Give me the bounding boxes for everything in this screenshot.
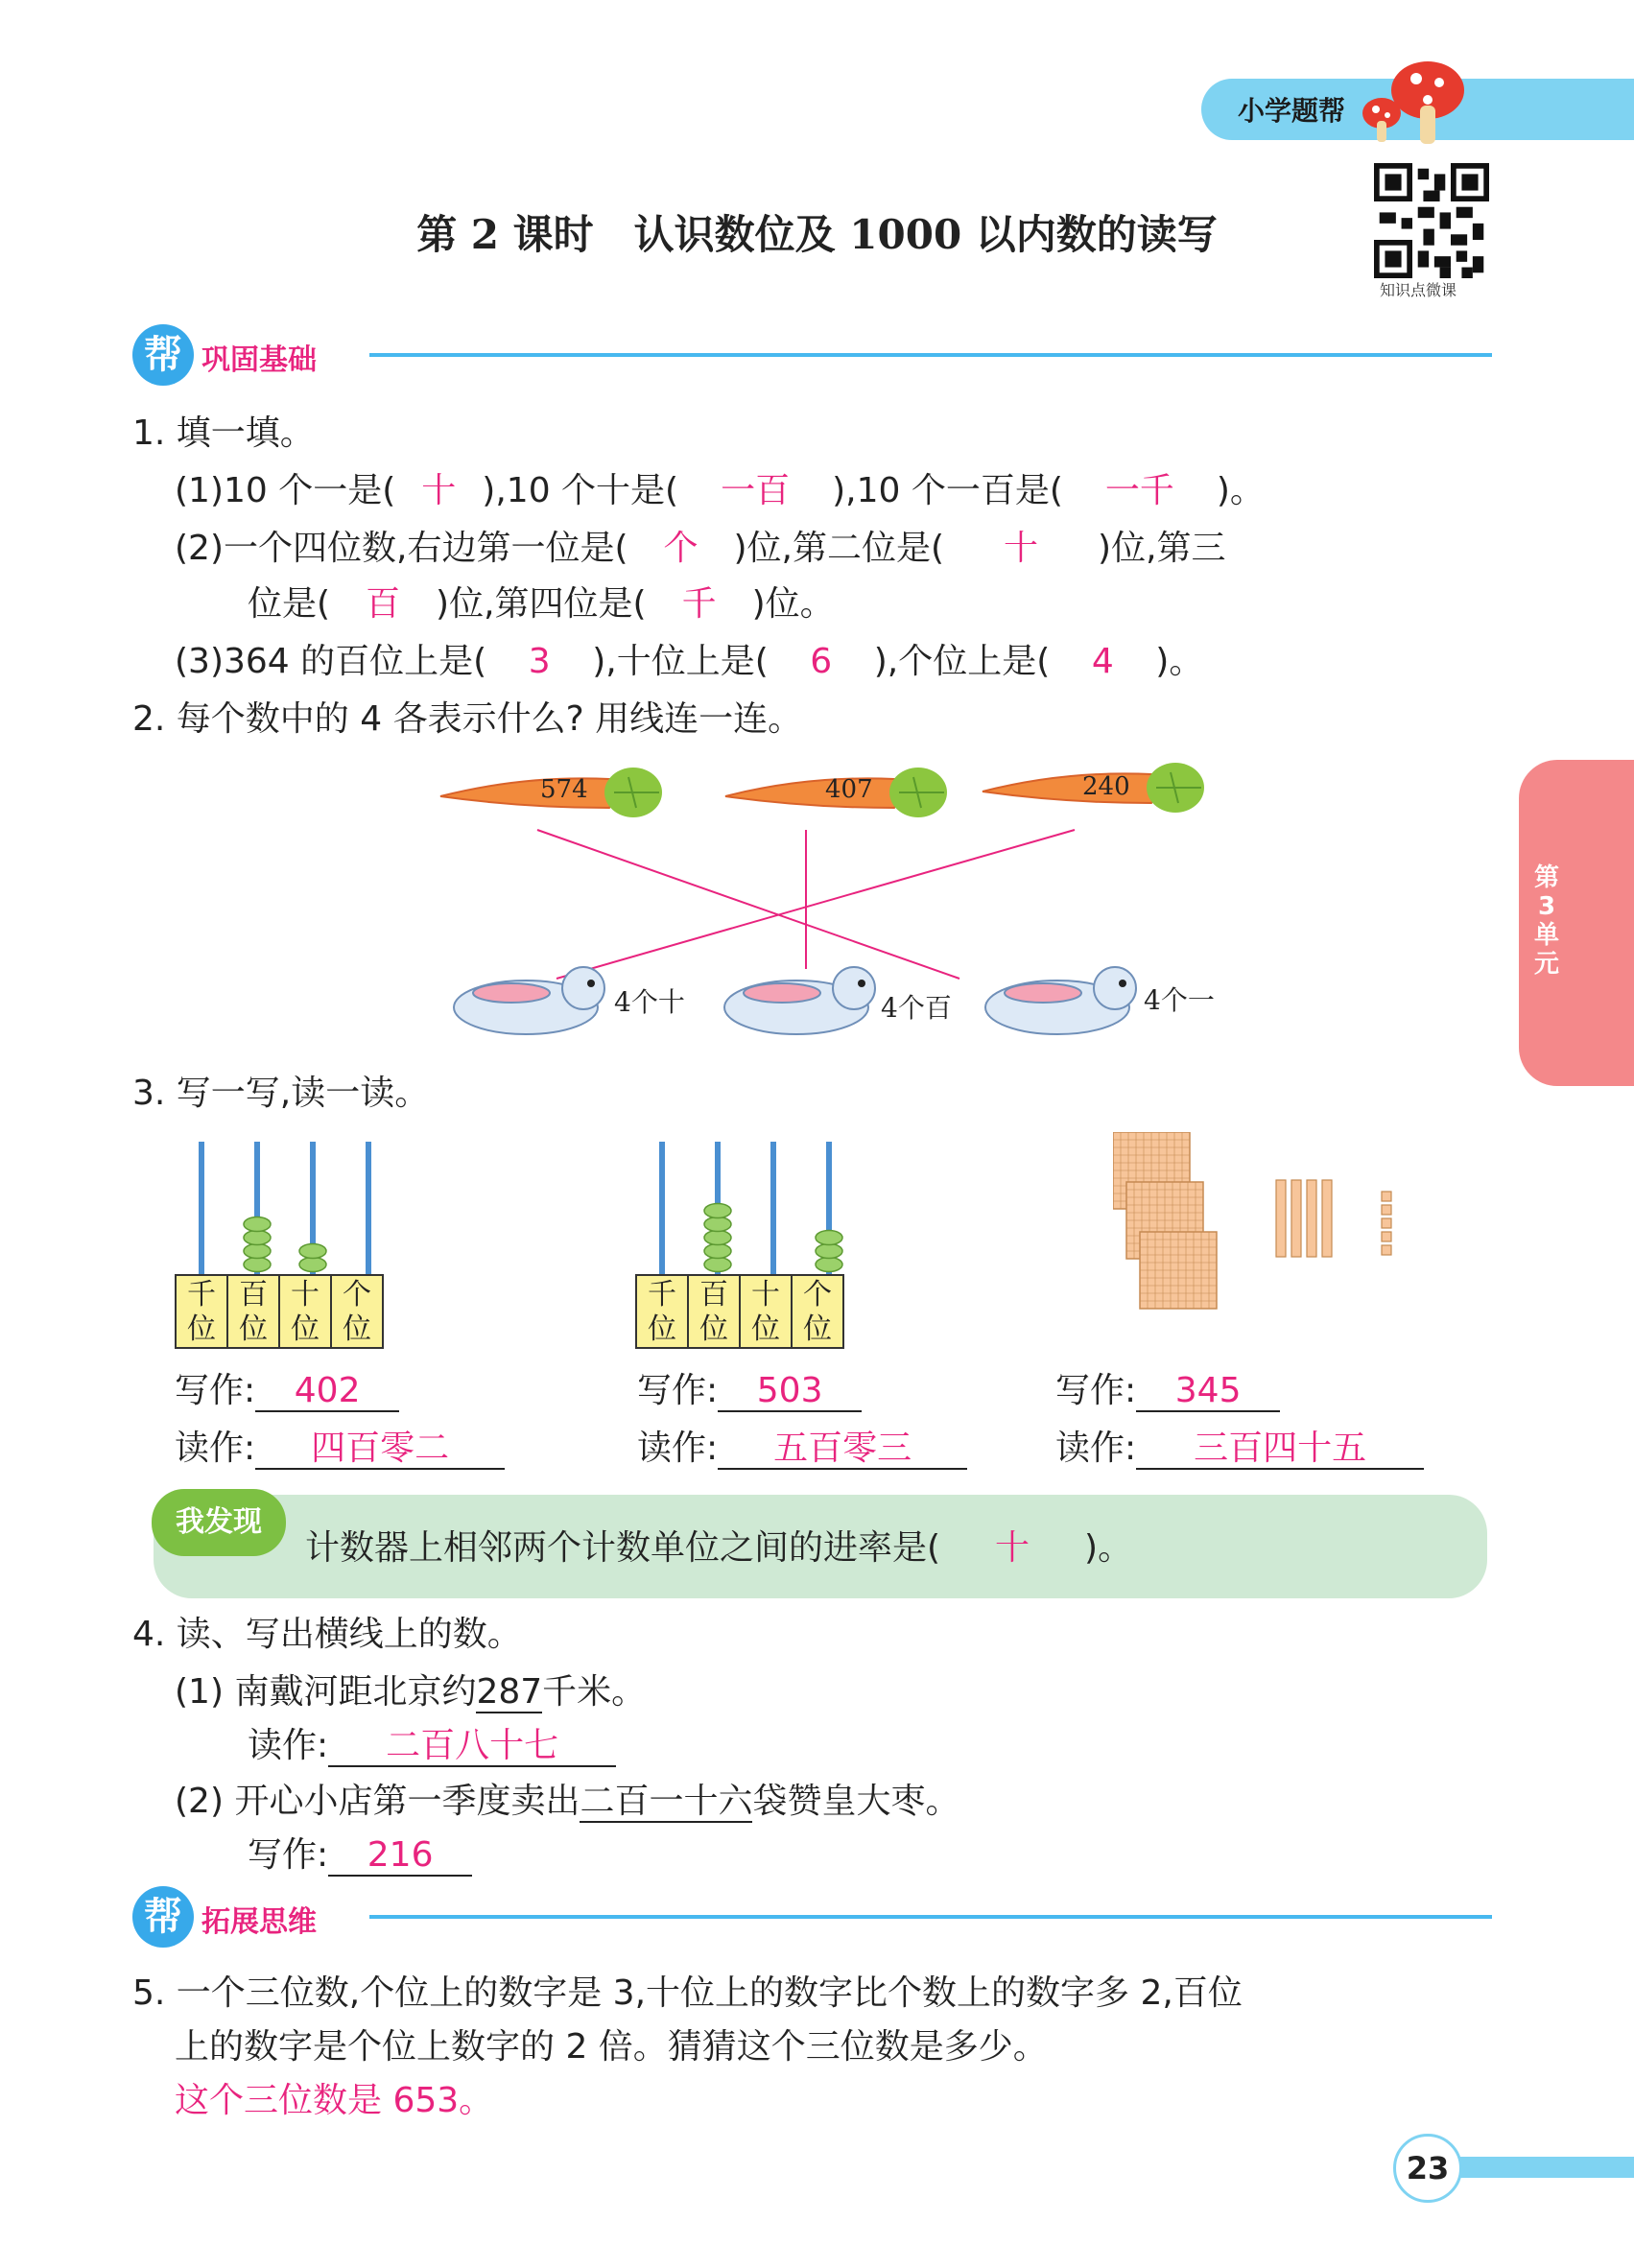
abacus-bead bbox=[244, 1244, 271, 1259]
abacus-bead bbox=[704, 1244, 731, 1259]
abacus-bead bbox=[299, 1258, 326, 1272]
q1-answer-6: 百 bbox=[366, 584, 401, 624]
q1-answer-3: 一千 bbox=[1104, 471, 1174, 510]
place-hundreds: 百 位 bbox=[687, 1274, 741, 1349]
place-ones: 个 位 bbox=[330, 1274, 384, 1349]
one-cube bbox=[1382, 1192, 1391, 1201]
abacus-rod bbox=[366, 1142, 371, 1276]
abacus-bead bbox=[704, 1231, 731, 1245]
section-title-basic: 巩固基础 bbox=[201, 343, 317, 377]
q1-answer-2: 一百 bbox=[721, 471, 791, 510]
place-hundreds: 百 位 bbox=[226, 1274, 280, 1349]
brand-name: 小学题帮 bbox=[1238, 95, 1346, 127]
rabbit-label: 4个百 bbox=[881, 992, 952, 1024]
q1-part2-cont: 位是( 百 )位,第四位是( 千 )位。 bbox=[248, 584, 835, 624]
abacus-bead bbox=[244, 1217, 271, 1232]
abacus-bead bbox=[816, 1231, 842, 1245]
q3-write-1: 写作: 402 bbox=[175, 1372, 399, 1412]
carrot-number: 407 bbox=[825, 775, 873, 804]
place-thousands: 千 位 bbox=[175, 1274, 228, 1349]
abacus-bead bbox=[816, 1258, 842, 1272]
q3-title: 3. 写一写,读一读。 bbox=[132, 1074, 430, 1113]
discovery-badge: 我发现 bbox=[152, 1489, 286, 1556]
q3-read-2: 读作: 五百零三 bbox=[637, 1429, 967, 1470]
section-title-extend: 拓展思维 bbox=[201, 1905, 317, 1939]
abacus-rods bbox=[173, 1142, 403, 1276]
carrot-number: 574 bbox=[540, 775, 588, 804]
abacus-rod bbox=[659, 1142, 665, 1276]
carrot-574[interactable] bbox=[437, 758, 667, 825]
abacus-bead bbox=[704, 1258, 731, 1272]
ten-rod bbox=[1276, 1180, 1286, 1257]
q5-answer: 这个三位数是 653。 bbox=[175, 2081, 494, 2120]
rabbit-label: 4个十 bbox=[614, 986, 685, 1018]
q4-part1: (1) 南戴河距北京约287千米。 bbox=[175, 1672, 647, 1712]
unit-tab-label: 第3单元 bbox=[1533, 863, 1559, 979]
q1-answer-5: 十 bbox=[1004, 529, 1039, 568]
place-thousands: 千 位 bbox=[635, 1274, 689, 1349]
one-cube bbox=[1382, 1245, 1391, 1255]
section-badge: 帮 bbox=[132, 1886, 194, 1948]
q4-part2: (2) 开心小店第一季度卖出二百一十六袋赞皇大枣。 bbox=[175, 1782, 960, 1821]
q3-write-answer-1: 402 bbox=[255, 1372, 399, 1412]
q4-read-answer: 二百八十七 bbox=[328, 1727, 616, 1767]
q1-part3: (3)364 的百位上是( 3 ),十位上是( 6 ),个位上是( 4 )。 bbox=[175, 642, 1204, 681]
one-cube bbox=[1382, 1205, 1391, 1215]
q1-answer-8: 3 bbox=[528, 642, 551, 681]
q3-write-answer-2: 503 bbox=[718, 1372, 862, 1412]
q1-answer-1: 十 bbox=[421, 471, 457, 510]
rabbit-tens[interactable] bbox=[439, 955, 708, 1041]
q5-line1: 5. 一个三位数,个位上的数字是 3,十位上的数字比个数上的数字多 2,百位 bbox=[132, 1973, 1243, 2013]
q3-read-3: 读作: 三百四十五 bbox=[1055, 1429, 1424, 1470]
page-number: 23 bbox=[1393, 2134, 1462, 2203]
ten-rod bbox=[1322, 1180, 1332, 1257]
abacus-bead bbox=[244, 1231, 271, 1245]
q1-answer-10: 4 bbox=[1091, 642, 1114, 681]
one-cube bbox=[1382, 1232, 1391, 1241]
rabbit-icon bbox=[971, 955, 1144, 1041]
q1-answer-9: 6 bbox=[810, 642, 833, 681]
abacus-1 bbox=[173, 1142, 403, 1355]
q1-answer-7: 千 bbox=[681, 584, 717, 624]
mushroom-icon bbox=[1353, 58, 1468, 146]
q1-title: 1. 填一填。 bbox=[132, 413, 315, 453]
abacus-bead bbox=[704, 1217, 731, 1232]
carrot-number: 240 bbox=[1082, 772, 1130, 801]
q5-line2: 上的数字是个位上数字的 2 倍。猜猜这个三位数是多少。 bbox=[175, 2027, 1048, 2067]
place-ones: 个 位 bbox=[791, 1274, 844, 1349]
section-badge: 帮 bbox=[132, 324, 194, 386]
abacus-2 bbox=[633, 1142, 864, 1355]
q4-write: 写作: 216 bbox=[248, 1836, 472, 1877]
q4-read: 读作: 二百八十七 bbox=[248, 1727, 616, 1767]
q3-read-answer-3: 三百四十五 bbox=[1136, 1429, 1424, 1470]
place-labels bbox=[175, 1274, 382, 1349]
q3-read-answer-1: 四百零二 bbox=[255, 1429, 505, 1470]
rabbit-ones[interactable] bbox=[971, 955, 1240, 1041]
q1-answer-4: 个 bbox=[663, 529, 699, 568]
carrot-407[interactable] bbox=[722, 758, 952, 825]
abacus-bead bbox=[299, 1244, 326, 1259]
base-ten-blocks bbox=[1113, 1132, 1401, 1334]
rabbit-icon bbox=[439, 955, 612, 1041]
q4-write-answer: 216 bbox=[328, 1836, 472, 1877]
q3-read-1: 读作: 四百零二 bbox=[175, 1429, 505, 1470]
rabbit-label: 4个一 bbox=[1144, 984, 1215, 1016]
lesson-title: 第 2 课时 认识数位及 1000 以内数的读写 bbox=[416, 211, 1218, 258]
place-tens: 十 位 bbox=[278, 1274, 332, 1349]
abacus-bead bbox=[704, 1204, 731, 1218]
place-labels bbox=[635, 1274, 842, 1349]
place-tens: 十 位 bbox=[739, 1274, 793, 1349]
q4-title: 4. 读、写出横线上的数。 bbox=[132, 1615, 522, 1654]
abacus-rod bbox=[770, 1142, 776, 1276]
discovery-answer: 十 bbox=[995, 1528, 1030, 1568]
q1-part1: (1)10 个一是( 十 ),10 个十是( 一百 ),10 个一百是( 一千 )。 bbox=[175, 471, 1265, 510]
section-divider bbox=[369, 353, 1492, 357]
ten-rod bbox=[1291, 1180, 1301, 1257]
discovery-text: 计数器上相邻两个计数单位之间的进率是( 十 )。 bbox=[305, 1528, 1133, 1568]
q4-underlined-number-2: 二百一十六 bbox=[580, 1782, 753, 1821]
q3-write-2: 写作: 503 bbox=[637, 1372, 862, 1412]
ten-rod bbox=[1307, 1180, 1316, 1257]
q1-part2: (2)一个四位数,右边第一位是( 个 )位,第二位是( 十 )位,第三 bbox=[175, 529, 1226, 568]
rabbit-hundreds[interactable] bbox=[710, 955, 979, 1041]
q3-read-answer-2: 五百零三 bbox=[718, 1429, 967, 1470]
abacus-rods bbox=[633, 1142, 864, 1276]
q2-title: 2. 每个数中的 4 各表示什么? 用线连一连。 bbox=[132, 699, 803, 739]
section-divider bbox=[369, 1915, 1492, 1919]
q4-underlined-number-1: 287 bbox=[476, 1672, 543, 1712]
carrot-240[interactable] bbox=[979, 753, 1209, 820]
abacus-rod bbox=[199, 1142, 204, 1276]
q3-write-answer-3: 345 bbox=[1136, 1372, 1280, 1412]
rabbit-icon bbox=[710, 955, 883, 1041]
q3-write-3: 写作: 345 bbox=[1055, 1372, 1280, 1412]
abacus-bead bbox=[244, 1258, 271, 1272]
qr-caption: 知识点微课 bbox=[1380, 281, 1457, 299]
one-cube bbox=[1382, 1218, 1391, 1228]
abacus-bead bbox=[816, 1244, 842, 1259]
